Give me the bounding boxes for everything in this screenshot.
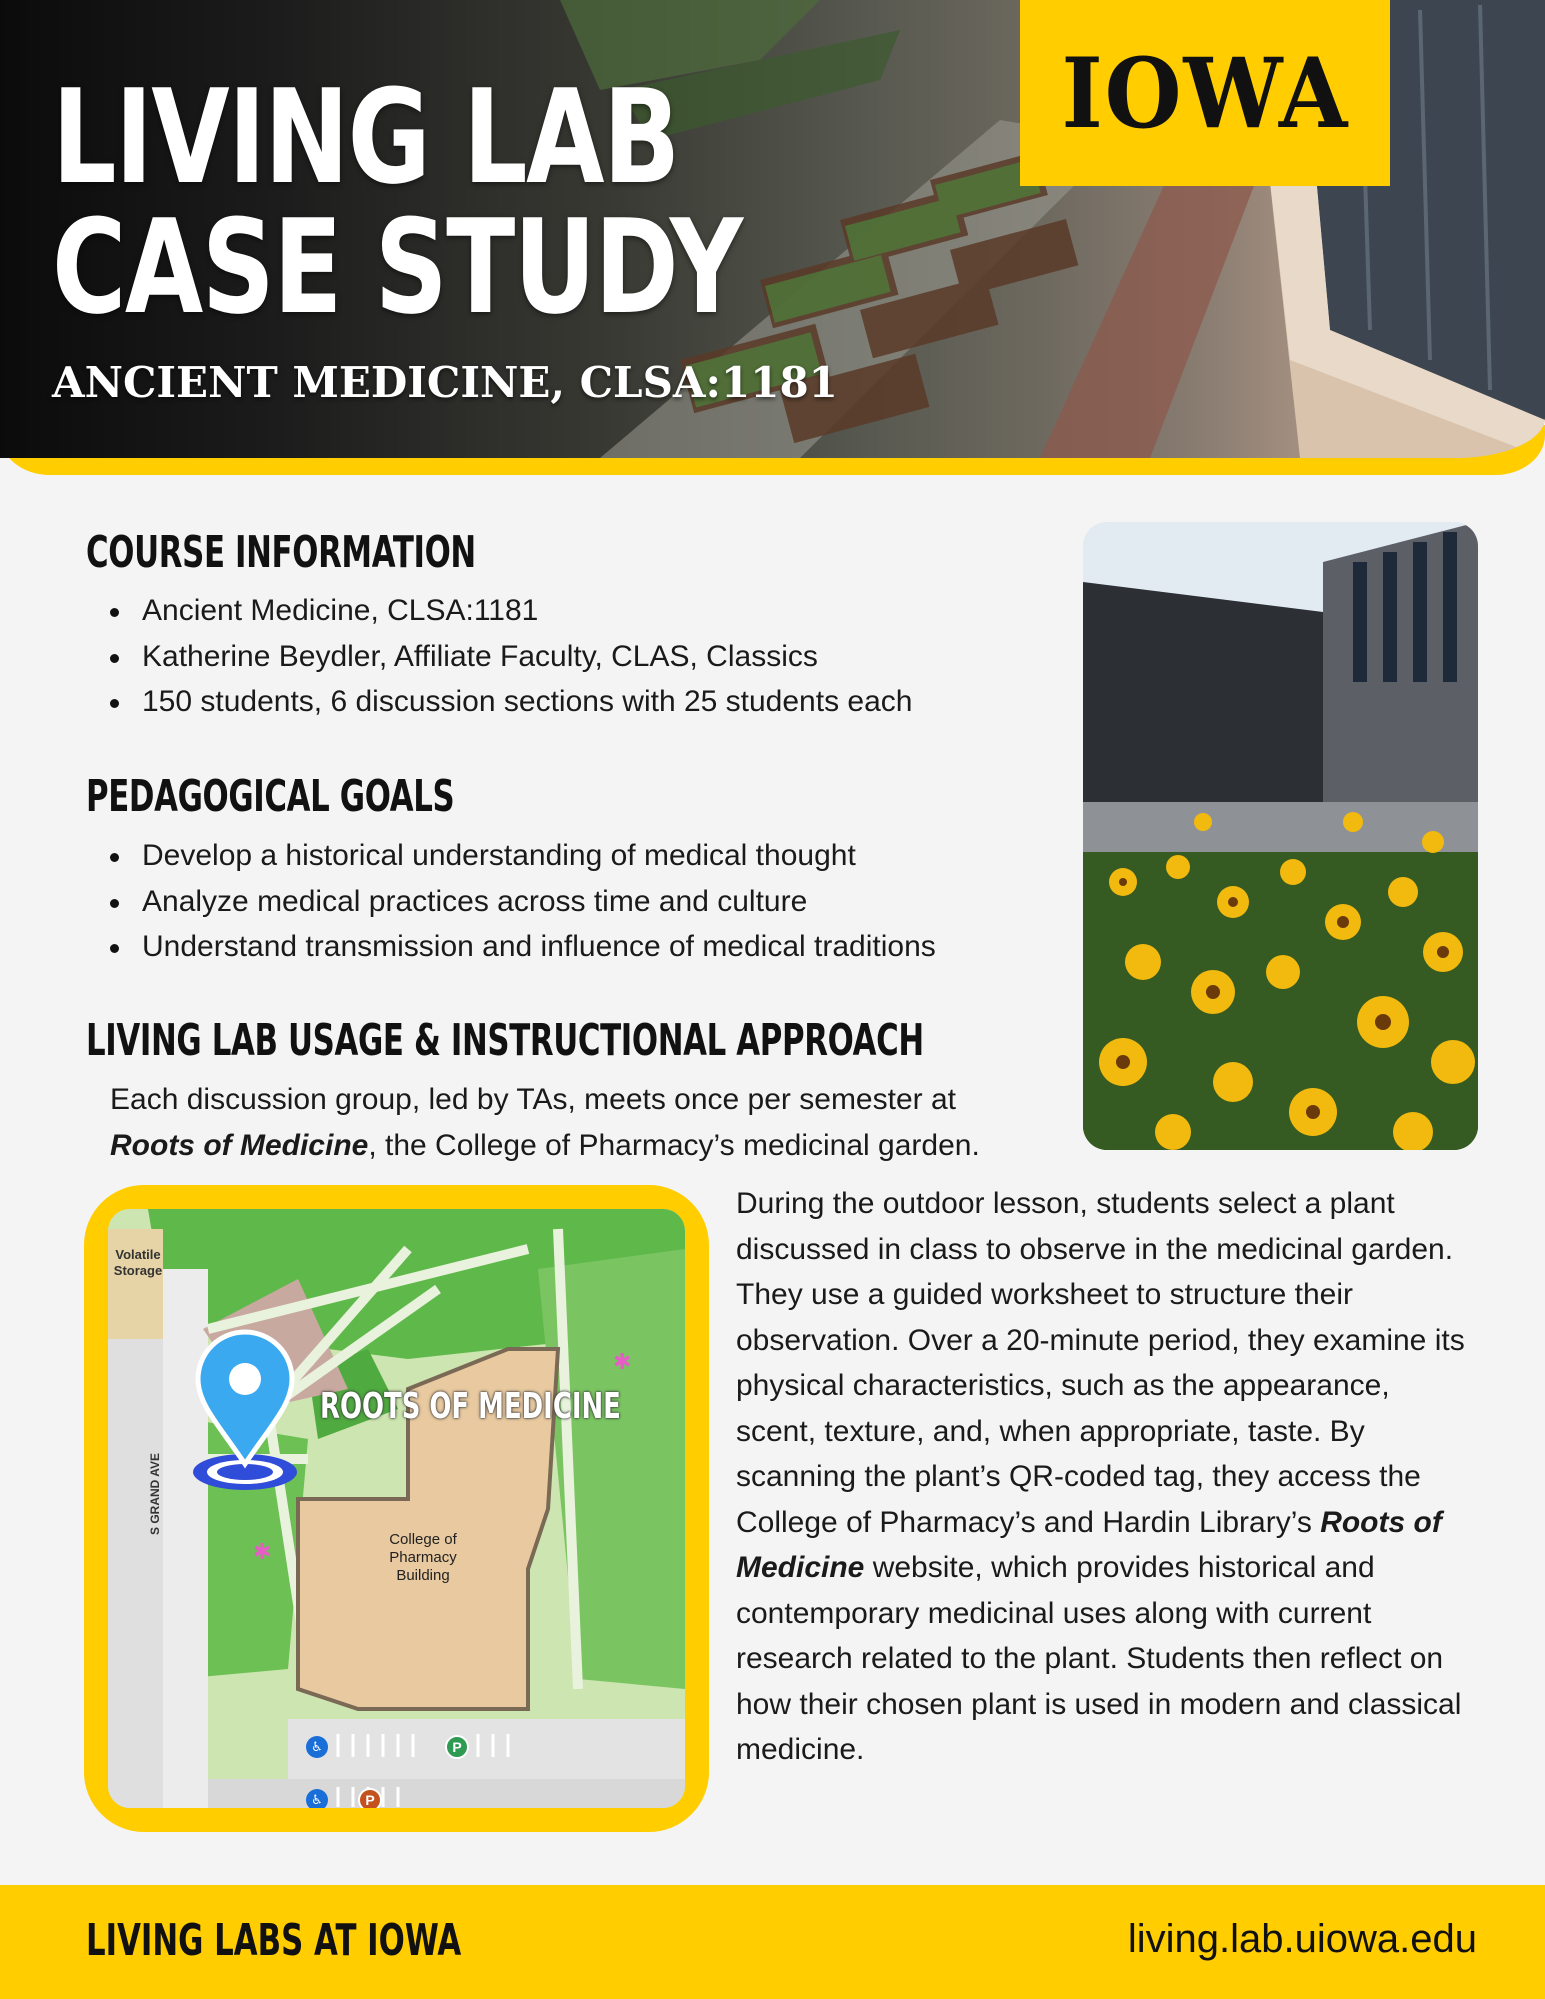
parking-icon: P bbox=[445, 1735, 469, 1759]
list-item: Develop a historical understanding of medical thought bbox=[110, 833, 936, 879]
map-label-volatile-line-2: Storage bbox=[113, 1263, 163, 1278]
map-label-volatile-line-1: Volatile bbox=[115, 1247, 161, 1262]
footer-url-link[interactable]: living.lab.uiowa.edu bbox=[1127, 1917, 1477, 1961]
map-roots-of-medicine-label: ROOTS OF MEDICINE bbox=[320, 1386, 621, 1427]
usage-intro-paragraph bbox=[110, 1077, 1070, 1168]
list-item: Understand transmission and influence of medical traditions bbox=[110, 924, 936, 970]
map-label-building-line-2: Pharmacy bbox=[389, 1549, 457, 1566]
map-frame bbox=[84, 1185, 709, 1832]
pedagogical-goals-list bbox=[110, 833, 936, 970]
map-label-building-line-3: Building bbox=[396, 1567, 450, 1584]
iowa-logo bbox=[1020, 0, 1390, 186]
usage-intro-line-1: Each discussion group, led by TAs, meets once per semester at bbox=[110, 1083, 956, 1116]
svg-text:✱: ✱ bbox=[253, 1540, 272, 1565]
header-subtitle: ANCIENT MEDICINE, CLSA:1181 bbox=[52, 358, 838, 407]
list-item: Analyze medical practices across time and culture bbox=[110, 879, 936, 925]
header-title-line-1: LIVING LAB bbox=[52, 61, 679, 213]
usage-body-part-2: website, which provides historical and contemporary medicinal uses along with current research related to the plant. Students then reflect on how their chosen plant is used in modern and classical medicine. bbox=[736, 1551, 1462, 1766]
usage-body-paragraph bbox=[736, 1181, 1476, 1773]
parking-icon: P bbox=[358, 1788, 382, 1808]
campus-map bbox=[108, 1209, 685, 1808]
map-label-building-line-1: College of bbox=[389, 1531, 457, 1548]
list-item: Ancient Medicine, CLSA:1181 bbox=[110, 588, 912, 634]
svg-text:✱: ✱ bbox=[613, 1350, 632, 1375]
accessible-parking-icon: ♿ bbox=[306, 1789, 328, 1808]
accessible-parking-icon: ♿ bbox=[306, 1736, 328, 1758]
iowa-logo-text: IOWA bbox=[1061, 36, 1349, 150]
map-label-volatile-storage bbox=[108, 1247, 168, 1279]
header-banner bbox=[0, 0, 1545, 475]
map-label-street: S GRAND AVE bbox=[148, 1452, 162, 1535]
footer bbox=[0, 1885, 1545, 1999]
footer-title: LIVING LABS AT IOWA bbox=[86, 1915, 462, 1966]
list-item: Katherine Beydler, Affiliate Faculty, CLAS, Classics bbox=[110, 634, 912, 680]
course-information-heading: COURSE INFORMATION bbox=[86, 527, 476, 578]
usage-intro-line-2: , the College of Pharmacy’s medicinal garden. bbox=[368, 1128, 980, 1162]
list-item: 150 students, 6 discussion sections with 25 students each bbox=[110, 679, 912, 725]
usage-body-part-1: During the outdoor lesson, students select a plant discussed in class to observe in the medicinal garden. They use a guided worksheet to structure their observation. Over a 20-minute period, they examine its physical characteristics, such as the appearance, scent, texture, and, when appropriate, taste. By scanning the plant’s QR-coded tag, they access the College of Pharmacy’s and Hardin Library’s bbox=[736, 1187, 1465, 1539]
usage-intro-bold: Roots of Medicine bbox=[110, 1128, 369, 1162]
usage-body-bold: Roots of Medicine bbox=[736, 1505, 1442, 1584]
pedagogical-goals-heading: PEDAGOGICAL GOALS bbox=[86, 771, 455, 822]
course-information-list bbox=[110, 588, 912, 725]
map-label-building bbox=[368, 1531, 478, 1585]
usage-heading: LIVING LAB USAGE & INSTRUCTIONAL APPROACH bbox=[86, 1015, 924, 1066]
flower-garden-photo bbox=[1083, 522, 1478, 1150]
header-title-line-2: CASE STUDY bbox=[52, 191, 742, 343]
